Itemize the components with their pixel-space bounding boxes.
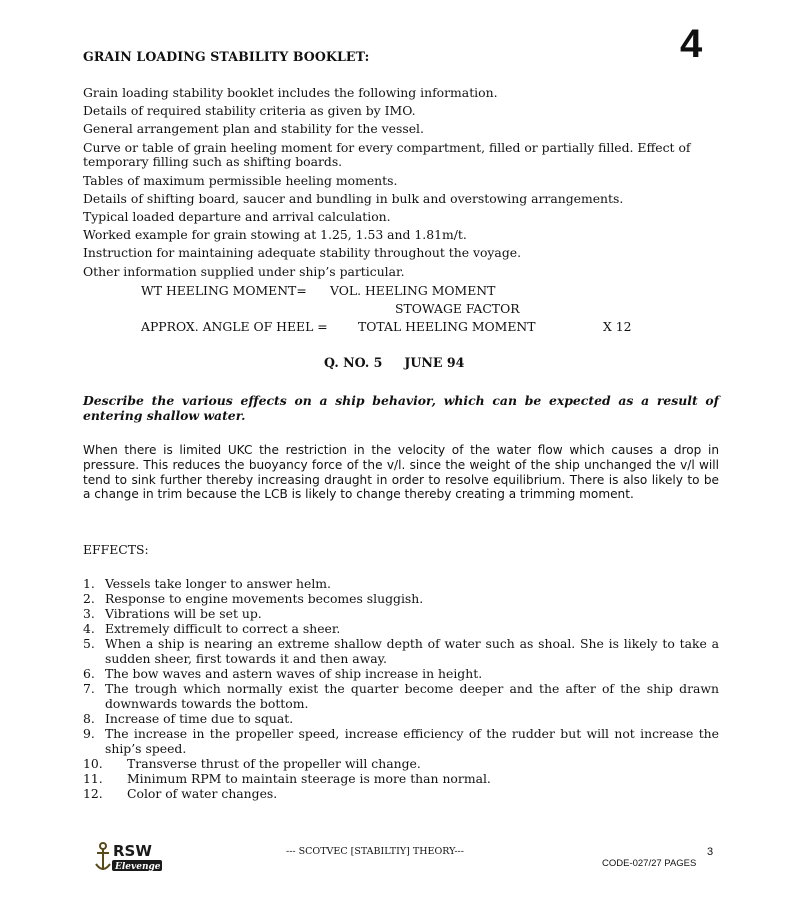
content-line: Details of required stability criteria as given by IMO. [83, 103, 416, 119]
footer-page-number: 3 [707, 846, 714, 858]
list-item: 5. When a ship is nearing an extreme shallow depth of water such as shoal. She is likely to take a sudden sheer, first towards it and then away. [83, 636, 719, 666]
list-item: 12. Color of water changes. [83, 786, 278, 801]
content-line: Other information supplied under ship’s particular. [83, 263, 405, 279]
angle-formula-numerator: TOTAL HEELING MOMENT [358, 319, 536, 334]
wt-formula-denominator: STOWAGE FACTOR [395, 301, 520, 316]
angle-formula-multiplier: X 12 [603, 319, 632, 334]
footer-title: --- SCOTVEC [STABILTIY] THEORY--- [286, 846, 464, 857]
angle-formula-label: APPROX. ANGLE OF HEEL = [141, 319, 328, 334]
content-line: Details of shifting board, saucer and bundling in bulk and overstowing arrangements. [83, 190, 624, 206]
list-item: 2. Response to engine movements becomes sluggish. [83, 591, 424, 606]
anchor-icon [94, 840, 164, 874]
list-item: 6. The bow waves and astern waves of ship increase in height. [83, 666, 483, 681]
footer-code: CODE-027/27 PAGES [602, 858, 697, 869]
section-heading: GRAIN LOADING STABILITY BOOKLET: [83, 49, 370, 64]
rsw-logo [94, 840, 164, 874]
question-text: Describe the various effects on a ship behavior, which can be expected as a result of entering shallow water. [83, 393, 719, 423]
list-item: 9. The increase in the propeller speed, increase efficiency of the rudder but will not increase the ship’s speed. [83, 726, 719, 756]
content-line: Worked example for grain stowing at 1.25, 1.53 and 1.81m/t. [83, 227, 467, 243]
effects-list [83, 576, 719, 801]
question-number: Q. NO. 5 [324, 355, 383, 370]
wt-formula-numerator: VOL. HEELING MOMENT [330, 283, 496, 298]
effects-title: EFFECTS: [83, 542, 149, 557]
list-item: 7. The trough which normally exist the quarter become deeper and the after of the ship drawn downwards towards the bottom. [83, 681, 719, 711]
list-item: 3. Vibrations will be set up. [83, 606, 262, 621]
content-line: Tables of maximum permissible heeling moments. [83, 172, 398, 188]
content-line: Grain loading stability booklet includes the following information. [83, 85, 498, 100]
question-reference [324, 355, 486, 370]
wt-formula-label: WT HEELING MOMENT= [141, 283, 307, 298]
list-item: 4. Extremely difficult to correct a sheer. [83, 621, 341, 636]
logo-text: RSW [113, 842, 152, 860]
list-item: 11. Minimum RPM to maintain steerage is more than normal. [83, 771, 491, 786]
content-line: Instruction for maintaining adequate stability throughout the voyage. [83, 245, 522, 261]
content-line: Typical loaded departure and arrival calculation. [83, 209, 391, 225]
content-line: General arrangement plan and stability for the vessel. [83, 121, 424, 137]
answer-paragraph: When there is limited UKC the restriction in the velocity of the water flow which causes a drop in pressure. This reduces the buoyancy force of the v/l. since the weight of the ship unchanged the v/l will tend to sink further thereby increasing draught in order to resolve equilibrium. There is also likely to be a change in trim because the LCB is likely to change thereby creating a trimming moment. [83, 443, 719, 502]
content-line: Curve or table of grain heeling moment for every compartment, filled or partially filled. Effect of temporary filling such as shifting boards. [83, 139, 691, 170]
list-item: 10. Transverse thrust of the propeller will change. [83, 756, 421, 771]
booklet-contents [83, 84, 723, 281]
list-item: 1. Vessels take longer to answer helm. [83, 576, 331, 591]
page-marker: 4 [680, 22, 703, 66]
logo-subtext: Elevenge [115, 862, 161, 872]
question-date: JUNE 94 [404, 355, 465, 370]
list-item: 8. Increase of time due to squat. [83, 711, 294, 726]
